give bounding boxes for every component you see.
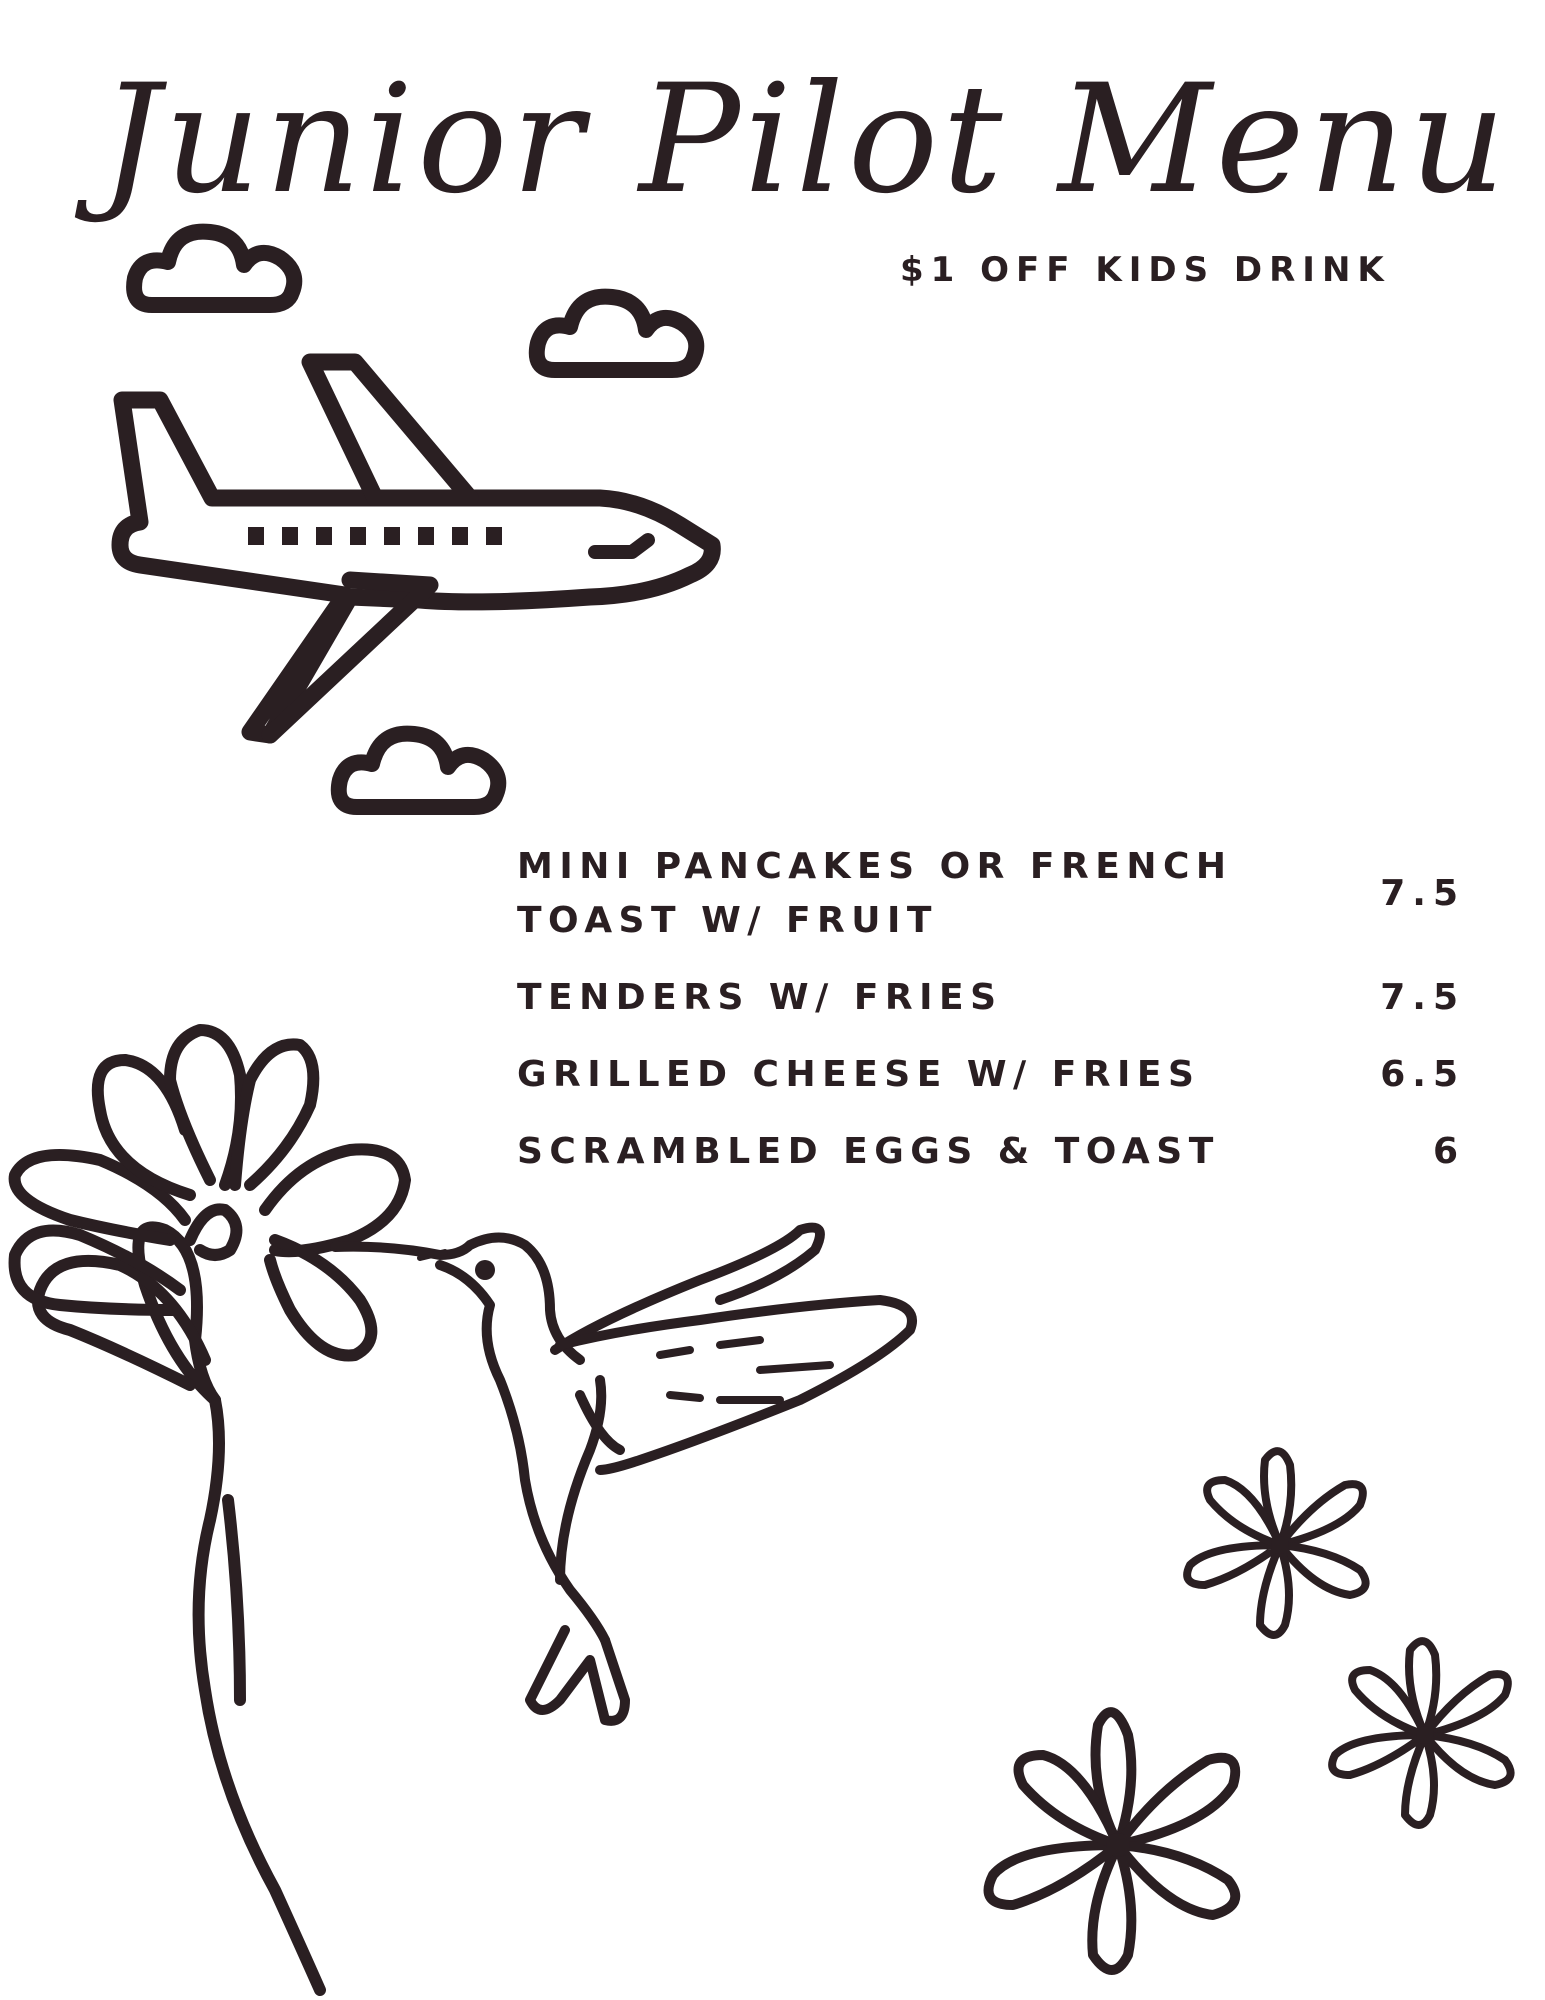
menu-item-name: GRILLED CHEESE W/ FRIES <box>517 1054 1201 1095</box>
menu-item-price: 6 <box>1432 1131 1465 1172</box>
menu-item <box>517 1125 1465 1179</box>
menu-item-price: 7.5 <box>1380 977 1465 1018</box>
menu-item-price: 6.5 <box>1380 1054 1465 1095</box>
menu-item-name: MINI PANCAKES OR FRENCH TOAST W/ FRUIT <box>517 846 1233 941</box>
hummingbird-icon <box>335 1228 912 1721</box>
menu-title: Junior Pilot Menu <box>100 53 1510 227</box>
menu-item-name: TENDERS W/ FRIES <box>517 977 1003 1018</box>
menu-item <box>517 971 1465 1025</box>
kids-drink-discount: $1 OFF KIDS DRINK <box>900 250 1391 290</box>
kids-menu-list <box>517 840 1465 1202</box>
flower-icon <box>15 1030 405 1990</box>
menu-item-name: SCRAMBLED EGGS & TOAST <box>517 1131 1220 1172</box>
menu-item <box>517 840 1465 948</box>
airplane-icon <box>120 362 712 735</box>
cloud-icon <box>134 232 294 305</box>
flower-icon <box>989 1451 1511 1970</box>
menu-item <box>517 1048 1465 1102</box>
cloud-icon <box>537 297 697 370</box>
menu-item-price: 7.5 <box>1380 873 1465 914</box>
cloud-icon <box>339 734 499 807</box>
